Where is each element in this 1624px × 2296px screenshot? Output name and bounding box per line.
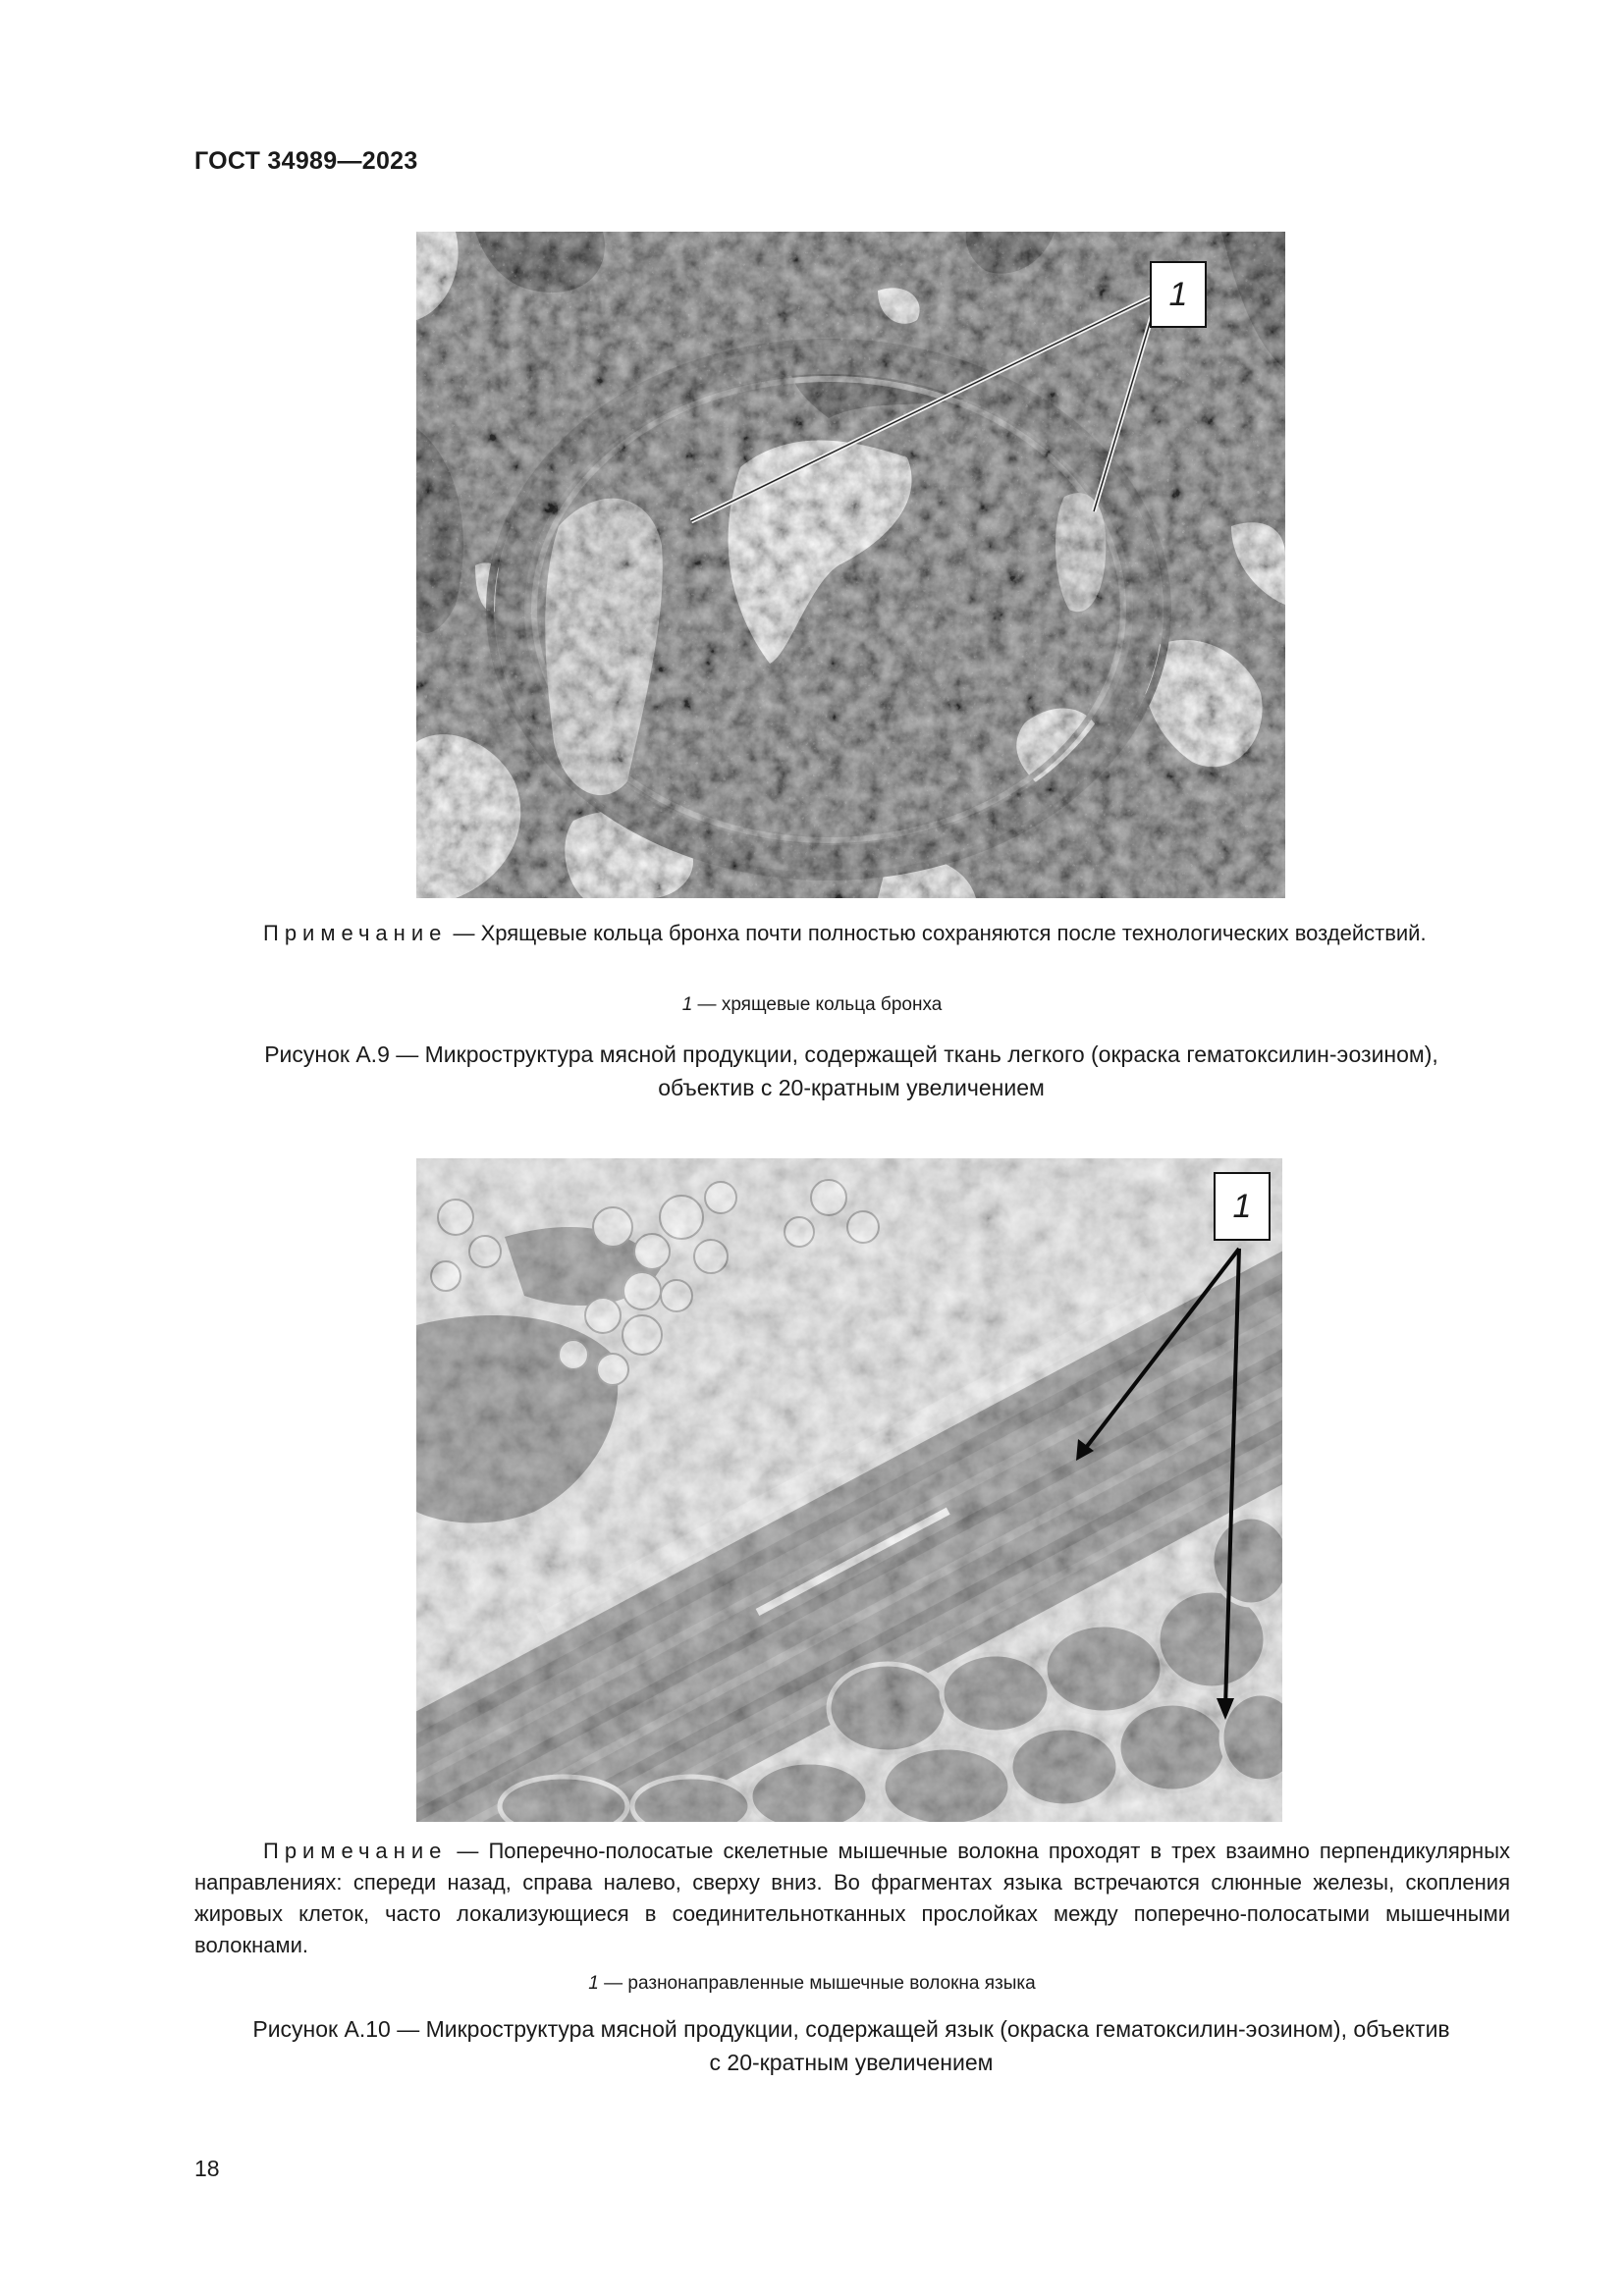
caption-line-2: объектив с 20-кратным увеличением <box>658 1075 1045 1100</box>
caption-line-2: с 20-кратным увеличением <box>709 2050 994 2075</box>
caption-a9 <box>187 1038 1516 1104</box>
caption-line-1: Рисунок А.9 — Микроструктура мясной продукции, содержащей ткань легкого (окраска гематоксилин-эозином), <box>264 1041 1438 1067</box>
legend-text: — хрящевые кольца бронха <box>692 994 943 1015</box>
micrograph-tongue-tissue <box>416 1158 1282 1822</box>
micrograph-lung-tissue <box>416 232 1285 898</box>
legend-number: 1 <box>681 994 693 1015</box>
legend-a9 <box>0 994 1624 1016</box>
note-text: — Поперечно-полосатые скелетные мышечные волокна проходят в трех взаимно перпендикулярных направлениях: спереди назад, справа налево, сверху вниз. Во фрагментах языка встречаются слюнные железы, скопления жировых клеток, часто локализующиеся в соединительнотканных прослойках между поперечно-полосатыми мышечными волокнами. <box>194 1839 1510 1957</box>
legend-a10 <box>0 1973 1624 1995</box>
caption-line-1: Рисунок А.10 — Микроструктура мясной продукции, содержащей язык (окраска гематоксилин-эозином), объектив <box>252 2016 1450 2042</box>
note-a10 <box>194 1836 1510 1961</box>
note-prefix: Примечание <box>263 921 448 945</box>
page-number: 18 <box>194 2156 220 2181</box>
figure-label-box: 1 <box>1150 261 1207 328</box>
note-prefix: Примечание <box>263 1839 448 1863</box>
document-header: ГОСТ 34989—2023 <box>194 147 418 175</box>
legend-number: 1 <box>588 1973 599 1994</box>
caption-a10 <box>187 2012 1516 2079</box>
note-a9 <box>194 918 1510 949</box>
figure-label-box: 1 <box>1214 1172 1271 1241</box>
legend-text: — разнонаправленные мышечные волокна языка <box>598 1973 1036 1994</box>
note-text: — Хрящевые кольца бронха почти полностью сохраняются после технологических воздействий. <box>447 921 1427 945</box>
